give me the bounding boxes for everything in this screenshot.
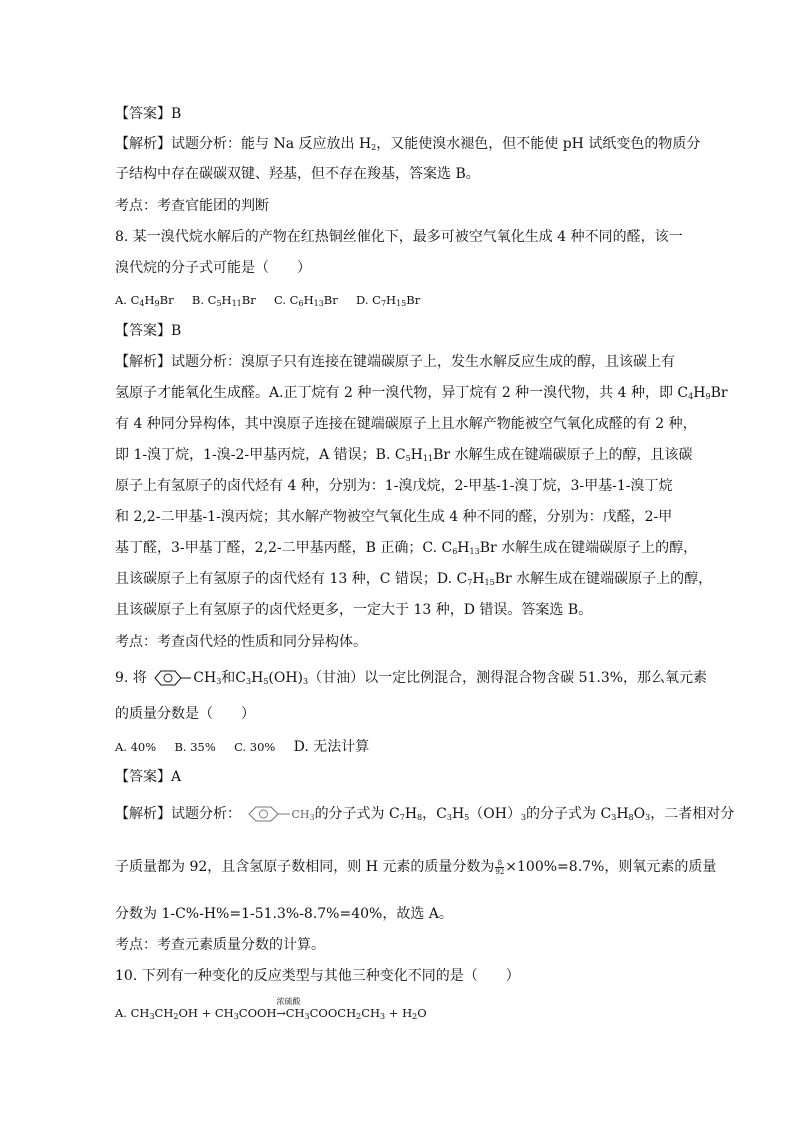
q8-point: 考点：考查卤代烃的性质和同分异构体。: [115, 634, 367, 650]
q9-option-d: D. 无法计算: [293, 739, 370, 755]
q8-options: [115, 290, 420, 310]
q7-analysis-line-2: 子结构中存在碳碳双键、羟基，但不存在羧基，答案选 B。: [115, 166, 480, 182]
q9-options: [115, 737, 369, 757]
q9-option-a: A. 40%: [115, 740, 157, 754]
q8-stem-line-2: 溴代烷的分子式可能是（ ）: [115, 260, 311, 276]
q8-analysis-line-9: 且该碳原子上有氢原子的卤代烃更多，一定大于 13 种，D 错误。答案选 B。: [115, 602, 593, 618]
toluene-structure-icon: [151, 669, 193, 687]
q8-analysis-line-4: 即 1-溴丁烷，1-溴-2-甲基丙烷，A 错误；B. $C_5H_{11}Br$ 水解生成在键端碳原子上的醇，且该碳: [115, 447, 693, 463]
q8-analysis-line-6: 和 2,2-二甲基-1-溴丙烷；其水解产物被空气氧化生成 4 种不同的醛，分别为：戊醛，2-甲: [115, 509, 673, 525]
q9-analysis-line-2: 子质量都为 92，且含氢原子数相同，则 H 元素的质量分数为 $\frac{8}{92}$ ×100%=8.7%，则氧元素的质量: [115, 858, 717, 876]
q8-analysis-line-3: 有 4 种同分异构体，其中溴原子连接在键端碳原子上且水解产物能被空气氧化成醛的有 2 种，: [115, 416, 697, 432]
q8-option-a: A. $C_4H_9Br$: [115, 293, 174, 308]
q8-analysis-line-7: 基丁醛，3-甲基丁醛，2,2-二甲基丙醛，B 正确；C. $C_6H_{13}Br$ 水解生成在键端碳原子上的醇，: [115, 540, 698, 556]
q8-analysis-line-1: 【解析】试题分析：溴原子只有连接在键端碳原子上，发生水解反应生成的醇，且该碳上有: [115, 354, 675, 370]
q9-option-c: C. 30%: [234, 740, 276, 754]
q9-stem-line-2: 的质量分数是（ ）: [115, 706, 255, 722]
q8-analysis-line-5: 原子上有氢原子的卤代烃有 4 种，分别为：1-溴戊烷，2-甲基-1-溴丁烷，3-甲基-1-溴丁烷: [115, 478, 673, 494]
q9-analysis-line-3: 分数为 1-C%-H%=1-51.3%-8.7%=40%，故选 A。: [115, 906, 453, 922]
q8-option-c: C. $C_6H_{13}Br$: [273, 293, 338, 308]
q7-point: 考点：考查官能团的判断: [115, 198, 269, 214]
q8-analysis-line-8: 且该碳原子上有氢原子的卤代烃有 13 种，C 错误；D. $C_7H_{15}Br$ 水解生成在键端碳原子上的醇，: [115, 571, 713, 587]
fraction-8-92: $\frac{8}{92}$: [495, 858, 505, 876]
q10-option-a: A. $CH_3CH_2OH$ + $CH_3COOH$ 浓硫酸 $\to CH_3COOCH_2CH_3 + H_2O$: [115, 1003, 427, 1024]
q7-answer: 【答案】B: [115, 106, 182, 122]
q7-analysis-line-1: 【解析】试题分析：能与 Na 反应放出 $H_2$，又能使溴水褪色，但不能使 pH 试纸变色的物质分: [115, 136, 701, 152]
q8-option-b: B. $C_5H_{11}Br$: [191, 293, 256, 308]
q9-answer: 【答案】A: [115, 769, 182, 785]
toluene-structure-icon: [245, 805, 291, 823]
q9-analysis-line-1: 【解析】试题分析： $CH_3$的分子式为 $C_7H_8$，$C_3H_5(OH)_3$的分子式为 $C_3H_8O_3$，二者相对分: [115, 806, 735, 822]
q9-option-b: B. 35%: [174, 740, 216, 754]
reaction-arrow: 浓硫酸 →: [276, 997, 301, 1020]
q9-point: 考点：考查元素质量分数的计算。: [115, 937, 325, 953]
q10-stem: 10. 下列有一种变化的反应类型与其他三种变化不同的是（ ）: [115, 968, 520, 984]
q8-answer: 【答案】B: [115, 323, 182, 339]
q8-analysis-line-2: 氢原子才能氧化生成醛。A.正丁烷有 2 种一溴代物，异丁烷有 2 种一溴代物，共 4 种，即 $C_4H_9Br$: [115, 385, 728, 401]
q8-option-d: D. $C_7H_{15}Br$: [356, 293, 421, 308]
q8-stem-line-1: 8. 某一溴代烷水解后的产物在红热铜丝催化下，最多可被空气氧化生成 4 种不同的醛，该一: [115, 229, 683, 245]
q9-stem-line-1: 9. 将 $CH_3$和$C_3H_5(OH)_3$（甘油）以一定比例混合，测得混合物含碳 51.3%，那么氧元素: [115, 670, 708, 686]
